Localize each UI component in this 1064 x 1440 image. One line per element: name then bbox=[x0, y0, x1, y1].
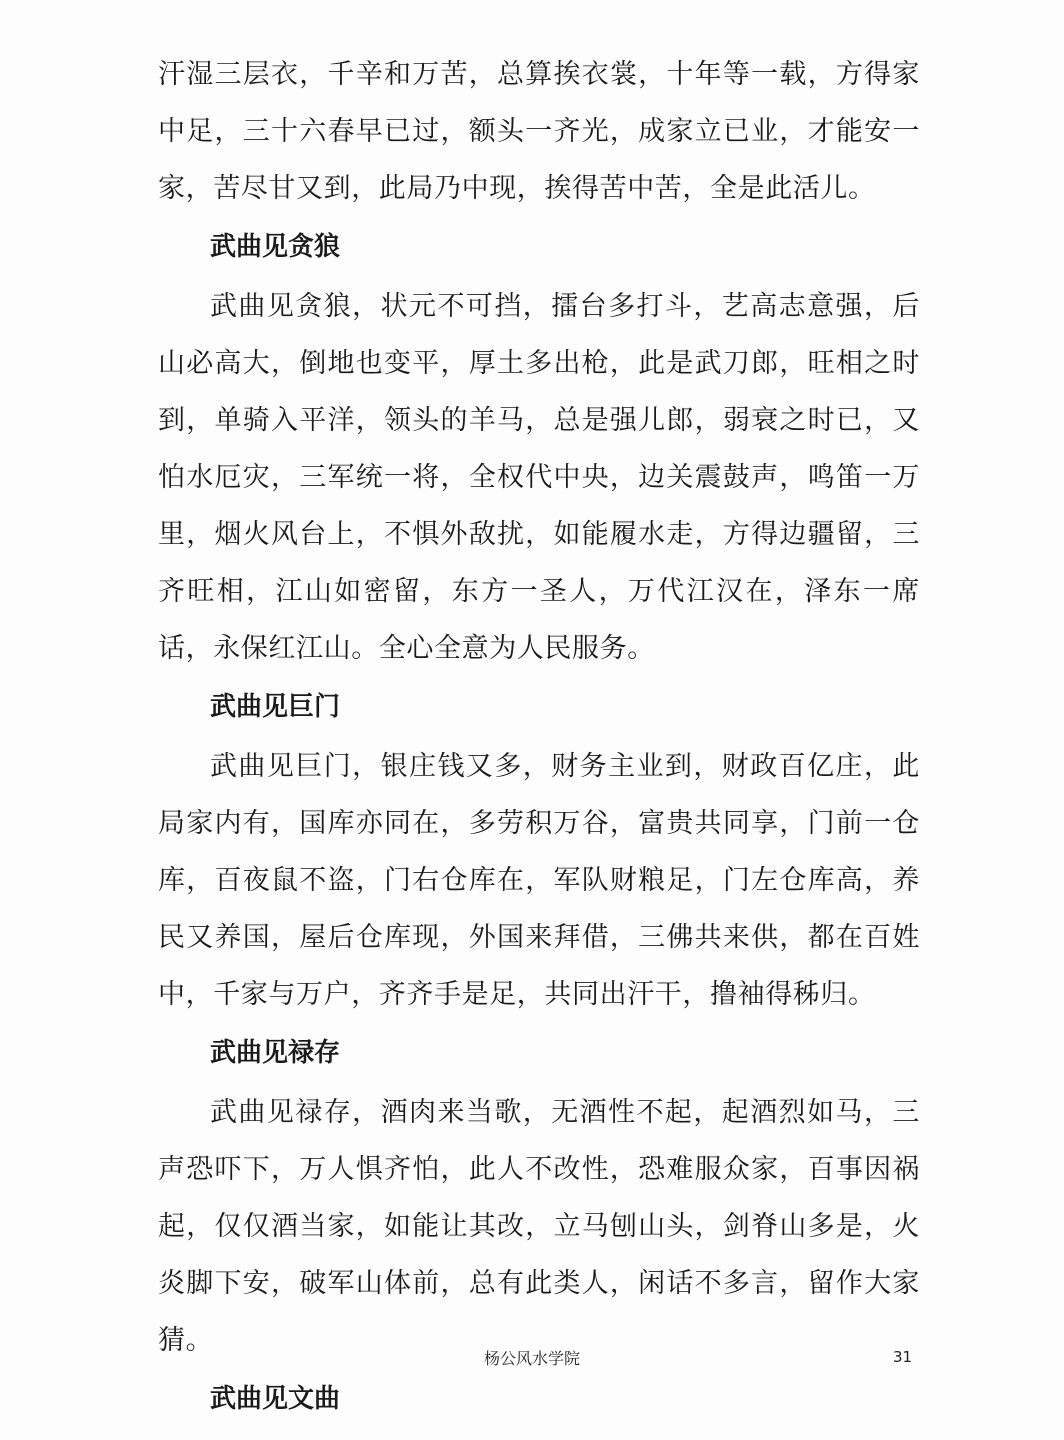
section-heading-lucun: 武曲见禄存 bbox=[210, 1038, 341, 1068]
page-number: 31 bbox=[893, 1348, 913, 1366]
section-heading-wenqu: 武曲见文曲 bbox=[210, 1384, 341, 1414]
section-heading-jumen: 武曲见巨门 bbox=[210, 692, 341, 722]
paragraph-lucun: 武曲见禄存，酒肉来当歌，无酒性不起，起酒烈如马，三声恐吓下，万人惧齐怕，此人不改性，恐难服众家，百事因祸起，仅仅酒当家，如能让其改，立马刨山头，剑脊山多是，火炎脚下安，破军山体前，总有此类人，闲话不多言，留作大家猜。 bbox=[158, 1097, 920, 1356]
footer-title: 杨公风水学院 bbox=[483, 1349, 580, 1368]
paragraph-continuation: 汗湿三层衣，千辛和万苦，总算挨衣裳，十年等一载，方得家中足，三十六春早已过，额头一齐光，成家立已业，才能安一家，苦尽甘又到，此局乃中现，挨得苦中苦，全是此活儿。 bbox=[158, 59, 920, 204]
paragraph-jumen: 武曲见巨门，银庄钱又多，财务主业到，财政百亿庄，此局家内有，国库亦同在，多劳积万谷，富贵共同享，门前一仓库，百夜鼠不盗，门右仓库在，军队财粮足，门左仓库高，养民又养国，屋后仓库现，外国来拜借，三佛共来供，都在百姓中，千家与万户，齐齐手是足，共同出汗干，撸袖得秭归。 bbox=[158, 751, 920, 1010]
body-text bbox=[158, 46, 920, 1430]
section-heading-tanlang: 武曲见贪狼 bbox=[210, 232, 341, 262]
paragraph-tanlang: 武曲见贪狼，状元不可挡，擂台多打斗，艺高志意强，后山必高大，倒地也变平，厚土多出枪，此是武刀郎，旺相之时到，单骑入平洋，领头的羊马，总是强儿郎，弱衰之时已，又怕水厄灾，三军统一将，全权代中央，边关震鼓声，鸣笛一万里，烟火风台上，不惧外敌扰，如能履水走，方得边疆留，三齐旺相，江山如密留，东方一圣人，万代江汉在，泽东一席话，永保红江山。全心全意为人民服务。 bbox=[158, 291, 920, 664]
